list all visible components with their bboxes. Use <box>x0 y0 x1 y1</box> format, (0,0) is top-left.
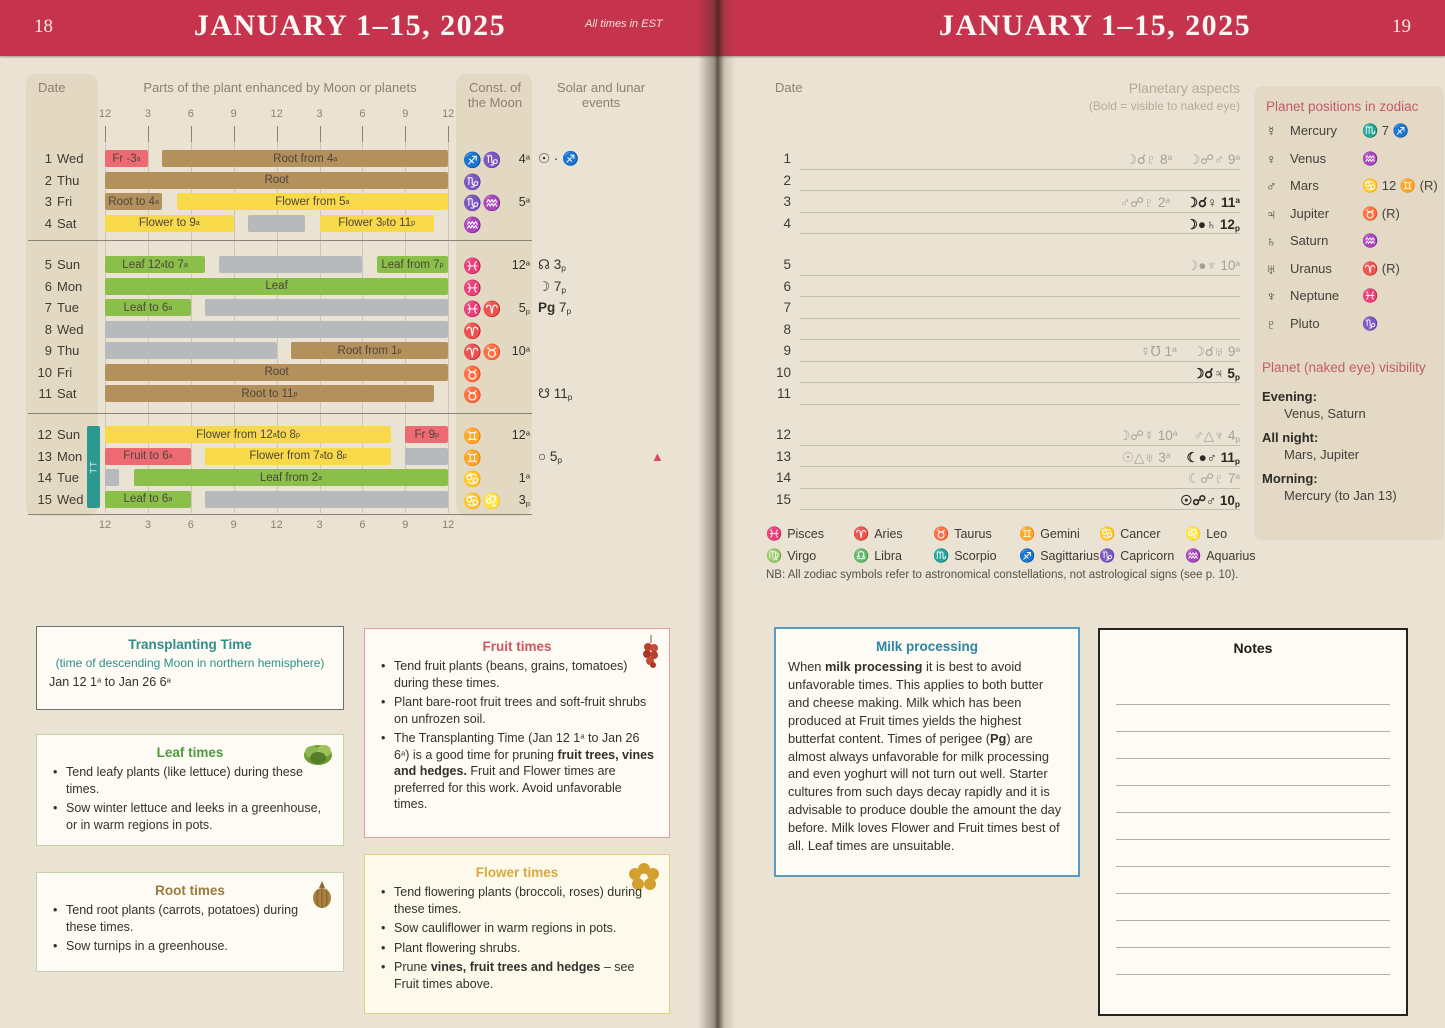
chart-bar-leaf: Leaf from 7 p <box>377 256 449 273</box>
chart-bar-fruit: Fr 9 p <box>405 426 448 443</box>
aspects-header: Planetary aspects <box>1128 80 1240 96</box>
planet-position-row: ♃ Jupiter ♉ (R) <box>1266 205 1400 222</box>
aspects-subheader: (Bold = visible to naked eye) <box>1088 99 1240 113</box>
constellation-time: 12$^a$ <box>511 258 530 272</box>
axis-tick-label: 9 <box>402 108 409 120</box>
aspect-row-values: ☽☍☿ 10$^a$ ♂△♆ $4_p$ <box>1118 428 1240 445</box>
date-label: 7 Tue <box>44 300 79 315</box>
zodiac-legend-item: ♈ Aries <box>853 526 903 541</box>
leaf-times-list <box>49 764 331 833</box>
aspect-row-number: 9 <box>783 343 791 358</box>
date-label: 10 Fri <box>37 364 73 380</box>
moon-constellation: ♋ <box>463 471 483 488</box>
axis-tick-label: 6 <box>187 108 194 120</box>
moon-constellation: ♈ <box>463 322 483 340</box>
bullet-item: • Sow cauliflower in warm regions in pots. <box>394 920 657 937</box>
root-times-list <box>49 902 331 955</box>
moon-constellation: ♉ <box>463 365 483 383</box>
solar-lunar-event: ○ $5_p$ <box>538 448 563 465</box>
axis-tick-label: 6 <box>359 108 366 120</box>
aspect-row-line <box>800 318 1240 319</box>
right-date-header: Date <box>775 80 803 95</box>
solar-lunar-event: ☉ · ♐ <box>538 151 579 166</box>
constellation-time: 4$^a$ <box>518 152 530 166</box>
solar-lunar-event: ☽ $7_p$ <box>538 278 567 295</box>
aspect-row-line <box>800 190 1240 191</box>
moon-constellation: ♓ <box>463 279 483 297</box>
zodiac-legend-item: ♑ Capricorn <box>1099 548 1175 563</box>
date-label: 13 Mon <box>37 448 83 464</box>
aspect-row-number: 7 <box>783 300 791 315</box>
aspect-row-number: 11 <box>776 386 791 401</box>
aspect-row-values: ☽☌♃ $5_p$ <box>1192 365 1240 382</box>
chart-bar-gray <box>105 342 277 359</box>
zodiac-legend-item: ♒ Aquarius <box>1185 548 1256 563</box>
planet-positions-title: Planet positions in zodiac <box>1266 99 1419 114</box>
chart-bar-flower: Flower 3 p to 11 p <box>320 215 434 232</box>
plant-header: Parts of the plant enhanced by Moon or planets <box>143 80 417 95</box>
axis-tick-mark <box>405 126 406 142</box>
aspect-row-number: 14 <box>775 470 791 485</box>
constellation-time: 5$^a$ <box>518 195 530 209</box>
week-separator <box>28 240 532 241</box>
axis-tick-mark <box>105 126 106 142</box>
moon-constellation: ♊ <box>463 428 483 445</box>
date-label: 1 Wed <box>44 151 84 166</box>
date-label: 2 Thu <box>44 172 80 188</box>
aspect-row-number: 5 <box>783 257 791 272</box>
milk-title: Milk processing <box>875 639 979 654</box>
aspect-row-values: ☽●♄ $12_p$ <box>1185 216 1240 233</box>
axis-tick-mark <box>320 126 321 142</box>
aspect-row-number: 12 <box>775 427 791 442</box>
aspect-row-number: 8 <box>783 321 791 337</box>
aspect-row-values: ☉☍♂ $10_p$ <box>1180 492 1240 509</box>
transplanting-time-bar: TT <box>87 426 100 508</box>
aspect-row-number: 2 <box>783 172 791 188</box>
flower-times-list <box>377 884 657 992</box>
axis-tick-label: 3 <box>316 519 323 531</box>
axis-tick-label: 3 <box>144 519 151 531</box>
milk-processing-box <box>774 627 1080 877</box>
date-label: 15 Wed <box>37 491 84 507</box>
chart-bar-leaf: Leaf to 6 a <box>105 491 191 508</box>
axis-tick-label: 12 <box>442 108 455 120</box>
visibility-value: Mercury (to Jan 13) <box>1284 488 1397 503</box>
fruit-times-box <box>364 628 670 838</box>
chart-bottom-line <box>28 514 532 515</box>
aspect-row-values: ☉△♅ 3$^a$ ☾●♂ $11_p$ <box>1121 449 1240 466</box>
bullet-item: • Tend root plants (carrots, potatoes) during these times. <box>66 902 331 935</box>
chart-bar-leaf: Leaf from 2 a <box>134 469 449 486</box>
aspect-row-values: ☽☌♇ 8$^a$ ☽☍♂ 9$^a$ <box>1124 152 1240 167</box>
zodiac-legend-item: ♌ Leo <box>1185 526 1228 541</box>
aspect-row-number: 6 <box>783 278 791 294</box>
aspect-row-number: 10 <box>775 364 791 380</box>
chart-bar-leaf: Leaf <box>105 278 448 295</box>
events-header: Solar and lunar events <box>556 80 646 110</box>
page-title-right: JANUARY 1–15, 2025 <box>938 9 1252 42</box>
page-number-left: 18 <box>34 16 53 37</box>
aspect-row-values: ☿℧ 1$^a$ ☽☌♅ 9$^a$ <box>1140 344 1240 359</box>
notes-box <box>1098 628 1408 1016</box>
page-number-right: 19 <box>1392 16 1411 37</box>
transplanting-time-box <box>36 626 344 710</box>
aspect-row-number: 4 <box>783 215 791 231</box>
zodiac-legend-item: ♍ Virgo <box>766 548 817 563</box>
bullet-item: • Sow turnips in a greenhouse. <box>66 938 331 955</box>
bullet-item: • Tend leafy plants (like lettuce) during these times. <box>66 764 331 797</box>
planet-visibility-list <box>1262 380 1438 503</box>
chart-bar-fruit: Fr -3 a <box>105 150 148 167</box>
moon-constellation: ♓♈ <box>463 301 503 318</box>
date-label: 11 Sat <box>38 386 77 401</box>
leaf-times-box <box>36 734 344 846</box>
chart-bar-gray <box>248 215 305 232</box>
zodiac-legend-item: ♏ Scorpio <box>933 548 997 563</box>
moon-constellation: ♑ <box>463 173 483 191</box>
axis-tick-label: 3 <box>144 108 151 120</box>
zodiac-legend-item: ♋ Cancer <box>1099 526 1161 541</box>
zodiac-legend-item: ♓ Pisces <box>766 526 825 541</box>
constellation-time: $3_p$ <box>518 492 530 508</box>
moon-constellation: ♊ <box>463 449 483 467</box>
visibility-label: Evening: <box>1262 389 1317 404</box>
solar-lunar-event: Pg $7_p$ <box>538 300 572 317</box>
date-label: 8 Wed <box>44 321 84 337</box>
planet-position-row: ♄ Saturn ♒ <box>1266 233 1379 249</box>
aspect-row-number: 1 <box>783 151 791 166</box>
aspect-row-values: ☾☍♇ 7$^a$ <box>1188 471 1240 486</box>
axis-tick-mark <box>448 126 449 142</box>
axis-tick-mark <box>277 126 278 142</box>
chart-bar-flower: Flower from 12 a to 8 p <box>105 426 391 443</box>
chart-bar-root: Root from 4 a <box>162 150 448 167</box>
chart-bar-root: Root to 11 p <box>105 385 434 402</box>
planet-positions-list <box>1266 123 1438 343</box>
visibility-value: Venus, Saturn <box>1284 406 1366 421</box>
axis-tick-mark <box>148 126 149 142</box>
zodiac-legend-item: ♊ Gemini <box>1019 526 1080 541</box>
axis-tick-label: 12 <box>270 108 283 120</box>
date-label: 4 Sat <box>44 215 77 231</box>
date-label: 9 Thu <box>44 343 80 358</box>
axis-tick-label: 9 <box>230 519 237 531</box>
bullet-item: • The Transplanting Time (Jan 12 1$^a$ to Jan 26 6$^a$) is a good time for pruning fruit trees, vines and hedges. Fruit and Flower times are preferred for this work. Avoid unfavorable times. <box>394 730 657 813</box>
axis-tick-label: 9 <box>230 108 237 120</box>
date-header: Date <box>38 80 66 95</box>
bullet-item: • Plant bare-root fruit trees and soft-fruit shrubs on unfrozen soil. <box>394 694 657 727</box>
transplanting-range: Jan 12 1$^a$ to Jan 26 6$^a$ <box>49 675 171 689</box>
axis-tick-label: 12 <box>98 108 112 120</box>
date-label: 3 Fri <box>44 194 73 209</box>
constellation-time: $5_p$ <box>518 301 530 316</box>
week-separator <box>28 413 532 414</box>
axis-tick-label: 6 <box>187 519 194 531</box>
flower-times-box <box>364 854 670 1014</box>
moon-constellation: ♒ <box>463 216 483 234</box>
book-gutter <box>698 0 736 1028</box>
aspect-row-values: ☽●♆ 10$^a$ <box>1186 258 1240 273</box>
chart-bar-gray <box>105 321 448 338</box>
planet-position-row: ☿ Mercury ♏ 7 ♐ <box>1266 123 1409 139</box>
const-header: Const. of the Moon <box>467 80 523 110</box>
constellation-time: 10$^a$ <box>511 344 530 358</box>
aspect-row-number: 13 <box>775 448 791 464</box>
moon-constellation: ♋♌ <box>463 492 503 510</box>
axis-tick-label: 9 <box>402 519 409 531</box>
date-label: 5 Sun <box>44 257 81 272</box>
solar-lunar-event: ☊ $3_p$ <box>538 257 566 274</box>
chart-bar-flower: Flower from 7 a to 8 p <box>205 448 391 465</box>
zodiac-legend-item: ♉ Taurus <box>933 526 992 541</box>
planet-position-row: ♇ Pluto ♑ <box>1266 315 1379 332</box>
moon-constellation: ♐♑ <box>463 152 503 169</box>
notes-title: Notes <box>1233 640 1273 656</box>
bullet-item: • Sow winter lettuce and leeks in a greenhouse, or in warm regions in pots. <box>66 800 331 833</box>
chart-bar-leaf: Leaf to 6 a <box>105 299 191 316</box>
aspect-row-values: ♂☍♇ 2$^a$ ☽☌♀ 11$^a$ <box>1120 195 1240 210</box>
aspect-row-number: 3 <box>783 194 791 209</box>
warning-triangle: ▲ <box>651 448 664 464</box>
aspect-row-line <box>800 404 1240 405</box>
nb-note: NB: All zodiac symbols refer to astronomical constellations, not astrological signs (see p. 10). <box>766 569 1239 581</box>
milk-text: When milk processing it is best to avoid unfavorable times. This applies to both butter and cheese making. Milk which has been produced at Fruit times yields the highest butterfat content. Times of perigee (Pg) are almost always unfavorable for milk processing and even yoghurt will not turn out well. Starter cultures from such days decay rapidly and it is advisable to produce double the amount the day before. Milk loves Flower and Fruit times best of all. Leaf times are unsuitable. <box>788 659 1062 854</box>
axis-tick-label: 3 <box>316 108 323 120</box>
axis-tick-label: 6 <box>359 519 366 531</box>
date-label: 12 Sun <box>37 427 81 442</box>
constellation-time: 1$^a$ <box>518 471 530 485</box>
axis-tick-label: 12 <box>442 519 455 531</box>
chart-bar-gray <box>219 256 362 273</box>
chart-bar-flower: Flower to 9 a <box>105 215 234 232</box>
date-label: 6 Mon <box>44 278 83 294</box>
chart-bar-gray <box>205 491 448 508</box>
planet-visibility-title: Planet (naked eye) visibility <box>1262 360 1426 375</box>
visibility-label: All night: <box>1262 430 1319 445</box>
planet-position-row: ♀ Venus ♒ <box>1266 150 1379 167</box>
grid-line <box>448 142 449 513</box>
leaf-times-title: Leaf times <box>156 745 224 760</box>
chart-bar-root: Root to 4 a <box>105 193 162 210</box>
chart-bar-root: Root from 1 p <box>291 342 448 359</box>
page-title-left: JANUARY 1–15, 2025 <box>193 9 507 42</box>
solar-lunar-event: ☋ $11_p$ <box>538 386 573 403</box>
zodiac-legend <box>766 526 1266 564</box>
chart-bar-flower: Flower from 5 a <box>177 193 449 210</box>
aspect-row-line <box>800 296 1240 297</box>
times-note: All times in EST <box>585 18 663 30</box>
flower-times-title: Flower times <box>475 865 559 880</box>
planet-position-row: ♆ Neptune ♓ <box>1266 288 1379 304</box>
zodiac-legend-item: ♎ Libra <box>853 548 902 563</box>
zodiac-legend-item: ♐ Sagittarius <box>1019 548 1100 563</box>
planet-position-row: ♂ Mars ♋ 12 ♊ (R) <box>1266 178 1438 194</box>
moon-constellation: ♓ <box>463 258 483 275</box>
moon-constellation: ♉ <box>463 387 483 404</box>
aspect-row-line <box>800 339 1240 340</box>
fruit-times-list <box>377 658 657 813</box>
chart-bar-gray <box>405 448 448 465</box>
planet-position-row: ♅ Uranus ♈ (R) <box>1266 260 1400 277</box>
root-times-box <box>36 872 344 972</box>
axis-tick-mark <box>191 126 192 142</box>
axis-tick-label: 12 <box>98 519 112 531</box>
chart-bar-leaf: Leaf 12 a to 7 a <box>105 256 205 273</box>
chart-bar-root: Root <box>105 364 448 381</box>
bullet-item: • Tend fruit plants (beans, grains, tomatoes) during these times. <box>394 658 657 691</box>
moon-constellation: ♈♉ <box>463 344 503 361</box>
chart-bar-fruit: Fruit to 6 a <box>105 448 191 465</box>
fruit-times-title: Fruit times <box>482 639 552 654</box>
chart-bar-gray <box>205 299 448 316</box>
constellation-time: 12$^a$ <box>511 428 530 442</box>
bullet-item: • Prune vines, fruit trees and hedges – see Fruit times above. <box>394 959 657 992</box>
transplanting-title: Transplanting Time <box>128 637 252 652</box>
chart-bar-gray <box>105 469 119 486</box>
bullet-item: • Plant flowering shrubs. <box>394 940 657 957</box>
moon-constellation: ♑♒ <box>463 195 503 212</box>
bullet-item: • Tend flowering plants (broccoli, roses) during these times. <box>394 884 657 917</box>
aspect-row-number: 15 <box>775 491 791 507</box>
chart-bar-root: Root <box>105 172 448 189</box>
notes-ruled-lines <box>1116 678 1390 1000</box>
date-label: 14 Tue <box>37 470 79 485</box>
visibility-value: Mars, Jupiter <box>1284 447 1360 462</box>
visibility-label: Morning: <box>1262 471 1318 486</box>
root-times-title: Root times <box>155 883 225 898</box>
axis-tick-mark <box>234 126 235 142</box>
axis-tick-mark <box>362 126 363 142</box>
axis-tick-label: 12 <box>270 519 283 531</box>
transplanting-subtitle: (time of descending Moon in northern hemisphere) <box>55 656 325 670</box>
